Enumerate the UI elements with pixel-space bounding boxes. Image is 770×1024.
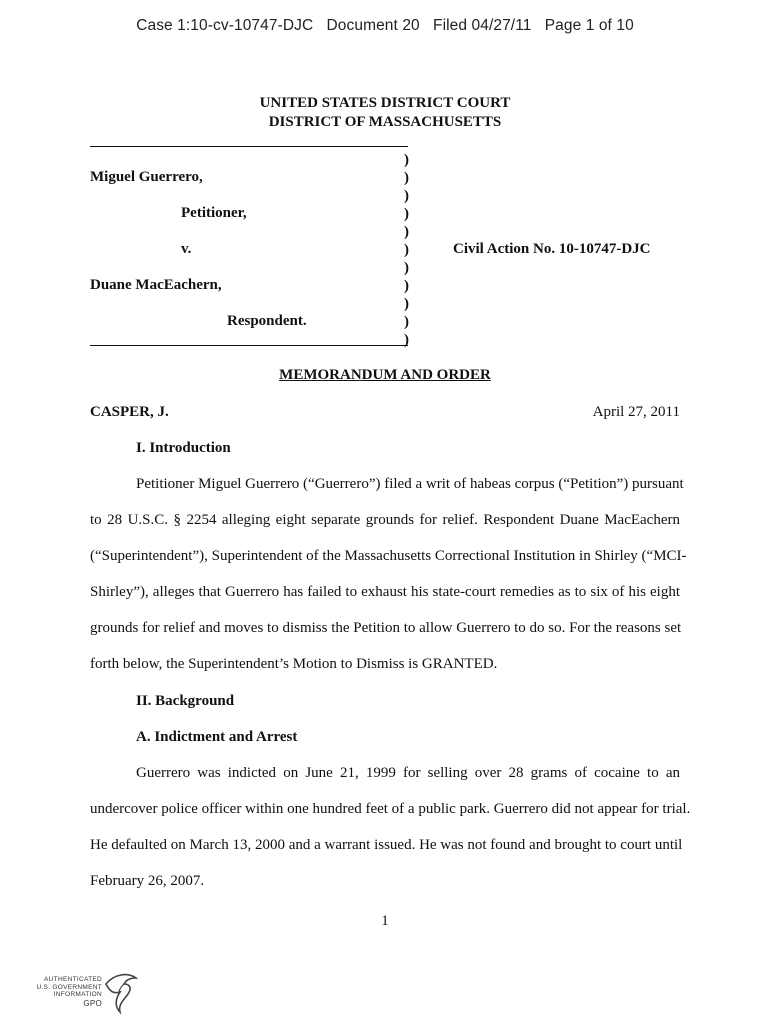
paragraph-line: He defaulted on March 13, 2000 and a warrant issued. He was not found and brought to court until [90,837,683,853]
paragraph-line: forth below, the Superintendent’s Motion to Dismiss is GRANTED. [90,656,498,672]
paragraph-line: Petitioner Miguel Guerrero (“Guerrero”) filed a writ of habeas corpus (“Petition”) pursuant [136,476,684,492]
paragraph-line: grounds for relief and moves to dismiss the Petition to allow Guerrero to do so. For the reasons set [90,620,682,636]
paragraph-line: Guerrero was indicted on June 21, 1999 for selling over 28 grams of cocaine to an [136,765,680,781]
caption-paren: ) [404,296,409,312]
section-heading-introduction: I. Introduction [136,440,231,456]
section-heading-background: II. Background [136,693,235,709]
gpo-authentication-seal [30,970,140,1016]
seal-text: AUTHENTICATED U.S. GOVERNMENT INFORMATION GPO [36,976,102,1008]
caption-paren: ) [404,332,409,348]
paragraph-line: (“Superintendent”), Superintendent of the Massachusetts Correctional Institution in Shirley (“MCI- [90,548,687,564]
page-number: 1 [381,913,389,929]
caption-paren: ) [404,224,409,240]
caption-paren: ) [404,188,409,204]
eagle-icon [100,970,140,1016]
caption-paren: ) [404,206,409,222]
petitioner-role: Petitioner, [181,205,247,221]
court-district: DISTRICT OF MASSACHUSETTS [268,114,502,130]
caption-top-rule [90,146,408,147]
caption-paren: ) [404,314,409,330]
order-date: April 27, 2011 [592,404,680,420]
subsection-heading-indictment: A. Indictment and Arrest [136,729,298,745]
petitioner-name: Miguel Guerrero, [90,169,203,185]
case-header: Case 1:10-cv-10747-DJC Document 20 Filed 04/27/11 Page 1 of 10 [136,17,634,34]
court-name: UNITED STATES DISTRICT COURT [259,95,511,111]
document-title: MEMORANDUM AND ORDER [279,367,491,383]
caption-paren: ) [404,278,409,294]
paragraph-line: to 28 U.S.C. § 2254 alleging eight separate grounds for relief. Respondent Duane MacEachern [90,512,680,528]
paragraph-line: undercover police officer within one hundred feet of a public park. Guerrero did not appear for trial. [90,801,691,817]
respondent-role: Respondent. [227,313,307,329]
caption-paren: ) [404,152,409,168]
paragraph-line: Shirley”), alleges that Guerrero has failed to exhaust his state-court remedies as to six of his eight [90,584,680,600]
judge-name: CASPER, J. [90,404,169,420]
versus: v. [181,241,192,257]
caption-paren: ) [404,260,409,276]
caption-paren: ) [404,170,409,186]
respondent-name: Duane MacEachern, [90,277,222,293]
caption-bottom-rule [90,345,408,346]
caption-paren: ) [404,242,409,258]
paragraph-line: February 26, 2007. [90,873,205,889]
civil-action-number: Civil Action No. 10-10747-DJC [453,241,651,257]
